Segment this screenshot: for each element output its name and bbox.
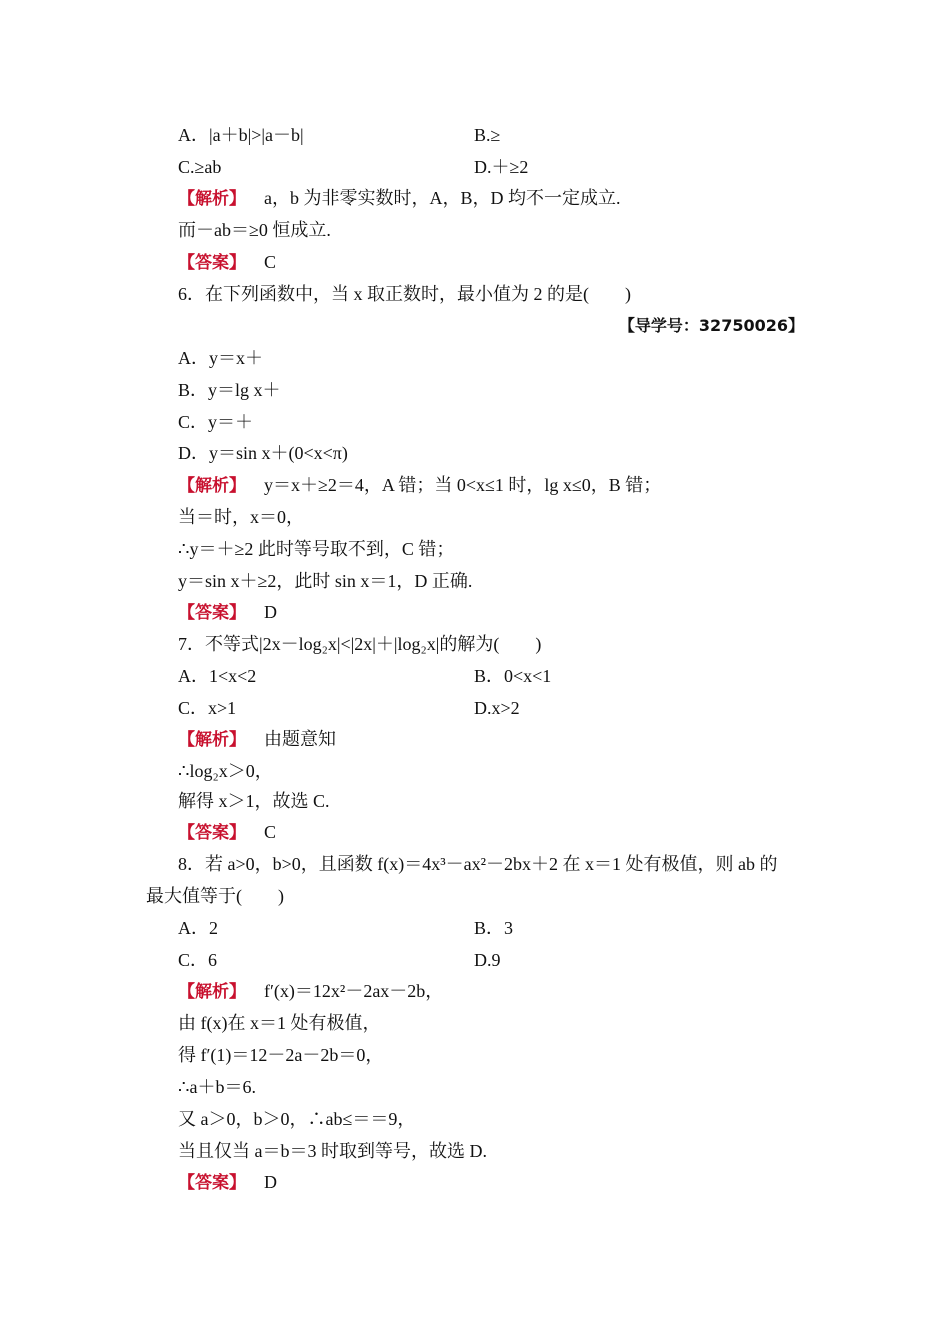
q6-analysis-line-1 [178,473,661,497]
q7-answer-line [178,820,276,844]
q8-analysis-line-5: 又 a＞0，b＞0，∴ab≤＝＝9， [178,1109,416,1129]
q6-option-b: B．y＝lg x＋ [178,380,281,400]
q6-option-d: D．y＝sin x＋(0<x<π) [178,443,348,463]
q8-analysis-line-3: 得 f′(1)＝12－2a－2b＝0， [178,1045,384,1065]
q7-option-c: C．x>1 [178,698,237,718]
q6-answer-tag: 【答案】 [178,603,246,623]
q5-answer-tag: 【答案】 [178,253,246,273]
q5-option-a: A．|a＋b|>|a－b| [178,125,304,145]
q7-analysis-line-2: ∴log₂x＞0， [178,761,273,781]
q6-answer-line [178,600,277,624]
q8-answer: D [264,1172,277,1192]
q5-option-d: D.＋≥2 [474,157,529,177]
q8-option-a: A．2 [178,918,218,938]
q8-analysis-line-2: 由 f(x)在 x＝1 处有极值， [178,1013,381,1033]
q8-option-d: D.9 [474,950,501,970]
q8-answer-tag: 【答案】 [178,1173,246,1193]
q6-stem: 6．在下列函数中，当 x 取正数时，最小值为 2 的是( ) [178,284,631,304]
q7-answer-tag: 【答案】 [178,823,246,843]
q6-analysis-text-1: y＝x＋≥2＝4，A 错；当 0<x≤1 时，lg x≤0，B 错； [264,475,662,495]
q6-analysis-line-3: ∴y＝＋≥2 此时等号取不到，C 错； [178,539,455,559]
q8-analysis-tag: 【解析】 [178,982,246,1002]
q8-analysis-line-4: ∴a＋b＝6. [178,1077,256,1097]
q8-analysis-line-1 [178,979,443,1003]
q6-option-c: C．y＝＋ [178,412,254,432]
q8-stem-line-2: 最大值等于( ) [146,886,284,906]
q7-analysis-line-3: 解得 x＞1，故选 C. [178,791,330,811]
q8-analysis-line-6: 当且仅当 a＝b＝3 时取到等号，故选 D. [178,1141,487,1161]
q7-option-b: B．0<x<1 [474,666,552,686]
q5-analysis-text-1: a，b 为非零实数时，A，B，D 均不一定成立. [264,188,621,208]
q8-analysis-text-1: f′(x)＝12x²－2ax－2b， [264,981,444,1001]
q7-stem: 7．不等式|2x－log₂x|<|2x|＋|log₂x|的解为( ) [178,634,542,654]
q7-analysis-tag: 【解析】 [178,730,246,750]
q7-answer: C [264,822,277,842]
q6-guide-number: 【导学号：32750026】 [618,316,804,335]
q8-stem-line-1: 8．若 a>0，b>0，且函数 f(x)＝4x³－ax²－2bx＋2 在 x＝1 处有极值，则 ab 的 [178,854,778,874]
q8-answer-line [178,1170,277,1194]
q6-analysis-tag: 【解析】 [178,476,246,496]
q5-option-c: C.≥ab [178,157,222,177]
q7-option-d: D.x>2 [474,698,520,718]
q5-option-b: B.≥ [474,125,501,145]
q5-answer-line [178,250,276,274]
q5-analysis-tag: 【解析】 [178,189,246,209]
q7-option-a: A．1<x<2 [178,666,257,686]
q7-analysis-text-1: 由题意知 [264,729,336,749]
q5-analysis-line-2: 而－ab＝≥0 恒成立. [178,220,331,240]
q6-analysis-line-2: 当＝时，x＝0， [178,507,304,527]
q5-analysis-line-1 [178,186,621,210]
q5-answer: C [264,252,277,272]
q6-analysis-line-4: y＝sin x＋≥2，此时 sin x＝1，D 正确. [178,571,473,591]
q6-answer: D [264,602,277,622]
q8-option-b: B．3 [474,918,514,938]
q7-analysis-line-1 [178,727,336,751]
q6-option-a: A．y＝x＋ [178,348,263,368]
q8-option-c: C．6 [178,950,218,970]
